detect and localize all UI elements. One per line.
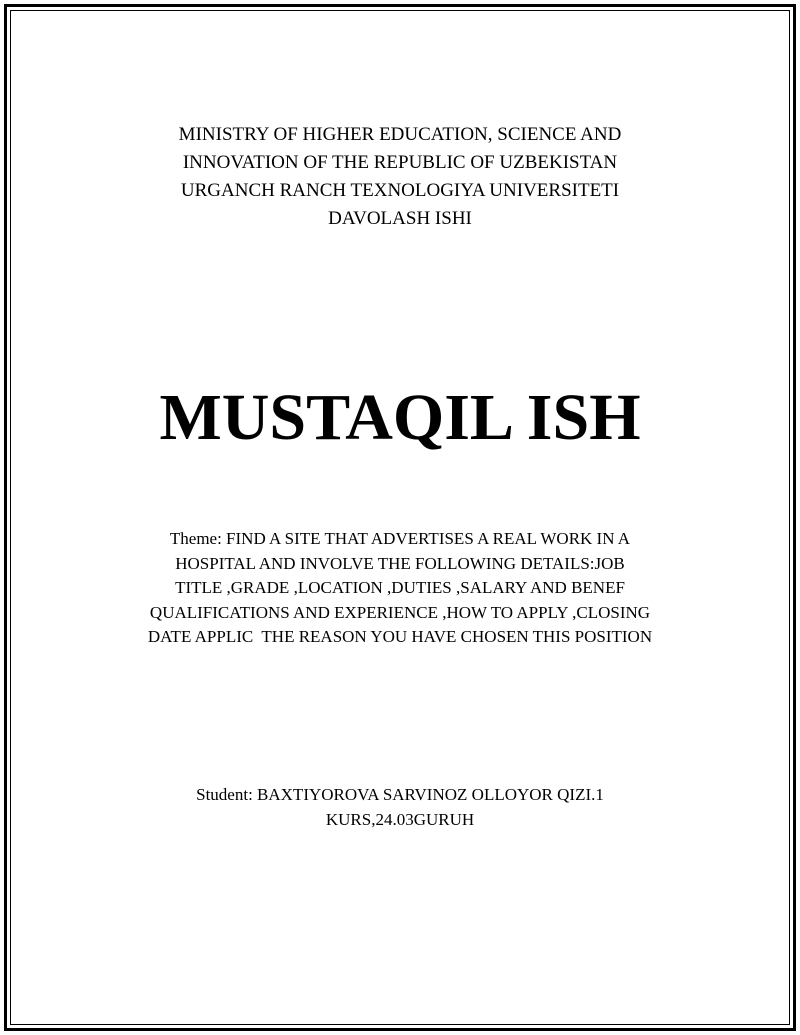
header-line-ministry: MINISTRY OF HIGHER EDUCATION, SCIENCE AND xyxy=(178,124,622,145)
document-title: MUSTAQIL ISH xyxy=(159,381,641,454)
student-info xyxy=(0,783,800,832)
theme-line: TITLE ,GRADE ,LOCATION ,DUTIES ,SALARY AND BENEF xyxy=(175,578,625,597)
header-line-republic: INNOVATION OF THE REPUBLIC OF UZBEKISTAN xyxy=(182,152,618,173)
theme-line: DATE APPLIC THE REASON YOU HAVE CHOSEN THIS POSITION xyxy=(147,627,653,646)
header-line-university: URGANCH RANCH TEXNOLOGIYA UNIVERSITETI xyxy=(180,180,620,201)
theme-block xyxy=(0,527,800,650)
theme-line: Theme: FIND A SITE THAT ADVERTISES A REAL WORK IN A xyxy=(169,529,631,548)
student-line-name: Student: BAXTIYOROVA SARVINOZ OLLOYOR QIZI.1 xyxy=(196,785,604,804)
student-line-group: KURS,24.03GURUH xyxy=(325,809,475,829)
theme-line: QUALIFICATIONS AND EXPERIENCE ,HOW TO APPLY ,CLOSING xyxy=(149,602,651,622)
institution-header xyxy=(0,121,800,233)
theme-line: HOSPITAL AND INVOLVE THE FOLLOWING DETAILS:JOB xyxy=(175,553,625,573)
header-line-faculty: DAVOLASH ISHI xyxy=(328,208,472,229)
